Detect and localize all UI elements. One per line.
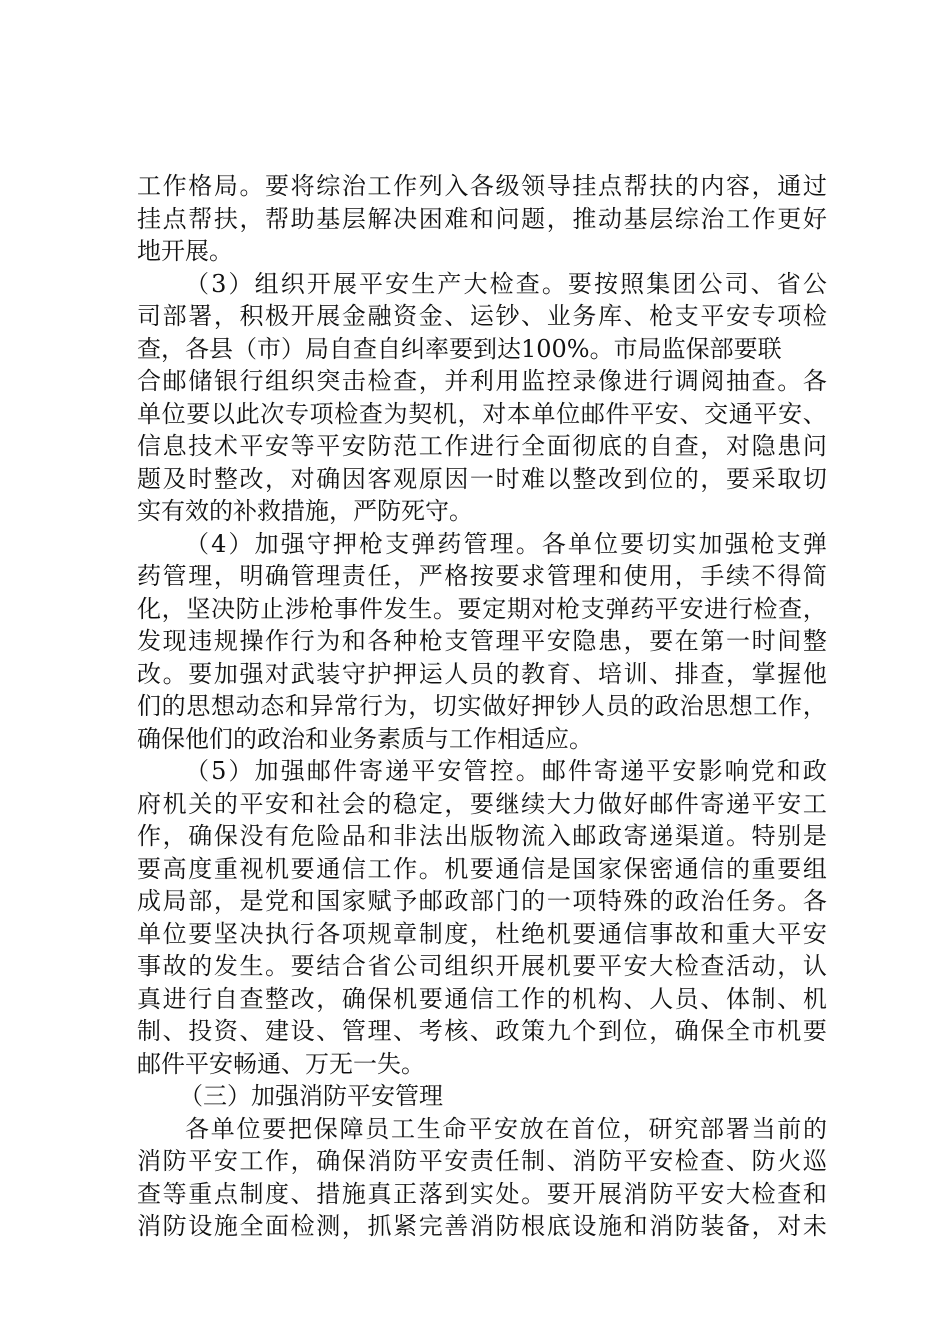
text-line: 真 进 行 自 查 整 改 ， 确 保 机 要 通 信 工 作 的 机 构 、 人 员 、 体 制 、 机 bbox=[137, 984, 827, 1013]
text-line: 化 ， 坚 决 防 止 涉 枪 事 件 发 生 。 要 定 期 对 枪 支 弹 药 平 安 进 行 检 查 ， bbox=[137, 594, 827, 623]
text-line: 查 等 重 点 制 度 、 措 施 真 正 落 到 实 处 。 要 开 展 消 防 平 安 大 检 查 和 bbox=[137, 1179, 827, 1208]
section-4-heading-line: （ 4 ） 加 强 守 押 枪 支 弹 药 管 理 。 各 单 位 要 切 实 加 强 枪 支 弹 bbox=[185, 529, 827, 558]
text-line: 药 管 理 ， 明 确 管 理 责 任 ， 严 格 按 要 求 管 理 和 使 用 ， 手 续 不 得 简 bbox=[137, 562, 827, 590]
text-line: 确保他们的政治和业务素质与工作相适应。 bbox=[137, 724, 593, 753]
text-line: 作 ， 确 保 没 有 危 险 品 和 非 法 出 版 物 流 入 邮 政 寄 递 渠 道 。 特 别 是 bbox=[137, 822, 827, 850]
section-3-heading-line: （ 3 ） 组 织 开 展 平 安 生 产 大 检 查 。 要 按 照 集 团 公 司 、 省 公 bbox=[185, 269, 827, 298]
text-line: 成 局 部 ， 是 党 和 国 家 赋 予 邮 政 部 门 的 一 项 特 殊 的 政 治 任 务 。 各 bbox=[137, 887, 827, 915]
section-5-heading-line: （ 5 ） 加 强 邮 件 寄 递 平 安 管 控 。 邮 件 寄 递 平 安 影 响 党 和 政 bbox=[185, 757, 827, 785]
text-line: 查，各县（市）局自查自纠率要到达100%。市局监保部要联 bbox=[137, 334, 782, 363]
text-line: 事 故 的 发 生 。 要 结 合 省 公 司 组 织 开 展 机 要 平 安 大 检 查 活 动 ， 认 bbox=[137, 952, 827, 980]
text-line: 单 位 要 以 此 次 专 项 检 查 为 契 机 ， 对 本 单 位 邮 件 平 安 、 交 通 平 安 、 bbox=[137, 399, 827, 428]
text-line: 单 位 要 坚 决 执 行 各 项 规 章 制 度 ， 杜 绝 机 要 通 信 事 故 和 重 大 平 安 bbox=[137, 919, 827, 948]
text-line: 实有效的补救措施，严防死守。 bbox=[137, 497, 473, 525]
text-line: 地开展。 bbox=[137, 237, 233, 265]
text-line: 们 的 思 想 动 态 和 异 常 行 为 ， 切 实 做 好 押 钞 人 员 的 政 治 思 想 工 作 ， bbox=[137, 692, 827, 720]
body-text bbox=[137, 170, 827, 1243]
text-line: 题 及 时 整 改 ， 对 确 因 客 观 原 因 一 时 难 以 整 改 到 位 的 ， 要 采 取 切 bbox=[137, 464, 827, 493]
text-line: 各 单 位 要 把 保 障 员 工 生 命 平 安 放 在 首 位 ， 研 究 部 署 当 前 的 bbox=[185, 1114, 827, 1143]
text-line: 合 邮 储 银 行 组 织 突 击 检 查 ， 并 利 用 监 控 录 像 进 行 调 阅 抽 查 。 各 bbox=[137, 367, 827, 395]
text-line: 挂 点 帮 扶 ， 帮 助 基 层 解 决 困 难 和 问 题 ， 推 动 基 层 综 治 工 作 更 好 bbox=[137, 204, 827, 233]
text-line: 工 作 格 局 。 要 将 综 治 工 作 列 入 各 级 领 导 挂 点 帮 扶 的 内 容 ， 通 过 bbox=[137, 172, 827, 200]
text-line: 要 高 度 重 视 机 要 通 信 工 作 。 机 要 通 信 是 国 家 保 密 通 信 的 重 要 组 bbox=[137, 854, 827, 883]
text-line: 消 防 设 施 全 面 检 测 ， 抓 紧 完 善 消 防 根 底 设 施 和 消 防 装 备 ， 对 未 bbox=[137, 1212, 827, 1240]
text-line: 司 部 署 ， 积 极 开 展 金 融 资 金 、 运 钞 、 业 务 库 、 枪 支 平 安 专 项 检 bbox=[137, 302, 827, 330]
text-line: 发 现 违 规 操 作 行 为 和 各 种 枪 支 管 理 平 安 隐 患 ， 要 在 第 一 时 间 整 bbox=[137, 627, 827, 655]
text-line: 消 防 平 安 工 作 ， 确 保 消 防 平 安 责 任 制 、 消 防 平 安 检 查 、 防 火 巡 bbox=[137, 1147, 827, 1175]
text-line: 信 息 技 术 平 安 等 平 安 防 范 工 作 进 行 全 面 彻 底 的 自 查 ， 对 隐 患 问 bbox=[137, 432, 827, 460]
text-line: 府 机 关 的 平 安 和 社 会 的 稳 定 ， 要 继 续 大 力 做 好 邮 件 寄 递 平 安 工 bbox=[137, 789, 827, 818]
text-line: 制 、 投 资 、 建 设 、 管 理 、 考 核 、 政 策 九 个 到 位 ， 确 保 全 市 机 要 bbox=[137, 1017, 827, 1045]
text-line: 改 。 要 加 强 对 武 装 守 护 押 运 人 员 的 教 育 、 培 训 、 排 查 ， 掌 握 他 bbox=[137, 659, 827, 688]
section-three-heading: （三）加强消防平安管理 bbox=[179, 1082, 443, 1110]
text-line: 邮件平安畅通、万无一失。 bbox=[137, 1049, 425, 1078]
